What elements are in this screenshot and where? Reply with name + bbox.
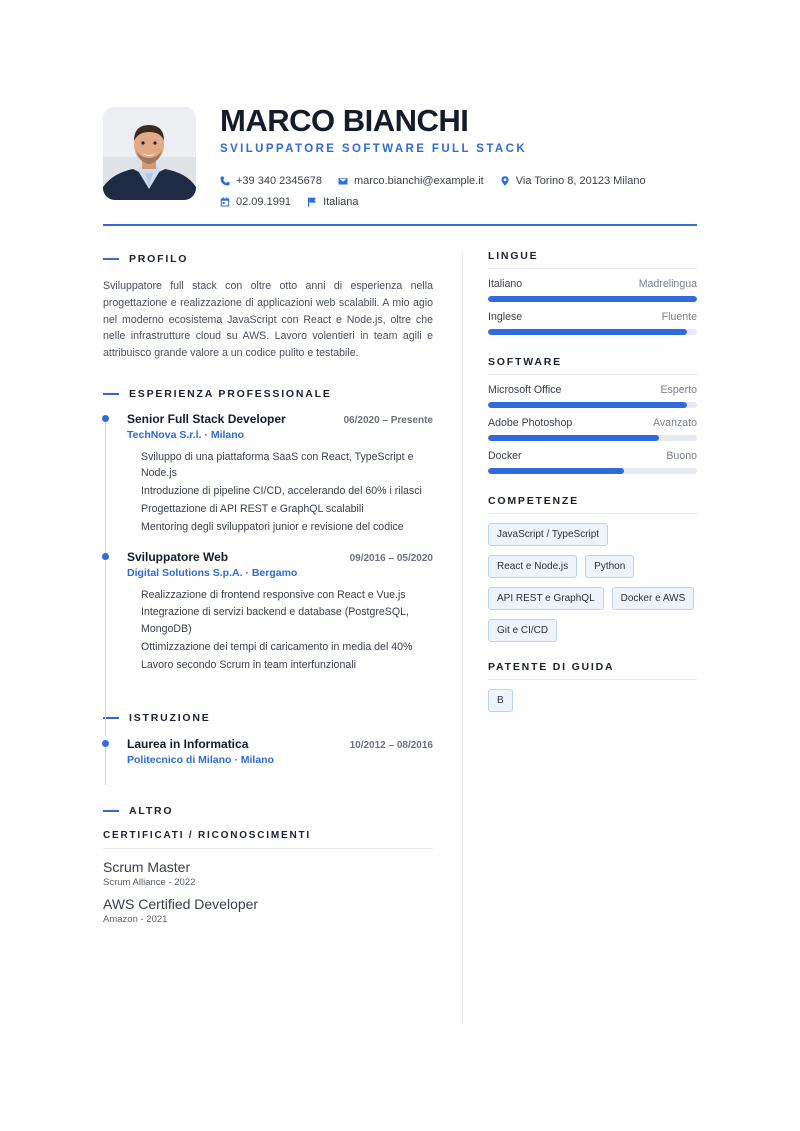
- profile-photo: [103, 107, 196, 200]
- right-column: [488, 250, 697, 712]
- level-bar: [488, 296, 697, 302]
- level-bar: [488, 329, 697, 335]
- bullet-item: Lavoro secondo Scrum in team interfunzionali: [141, 658, 356, 671]
- section-title: COMPETENZE: [488, 495, 697, 514]
- experience-timeline: [103, 412, 433, 673]
- skill-name: Inglese: [488, 311, 523, 323]
- job-bullets: [127, 449, 433, 536]
- timeline-dot: [102, 740, 109, 747]
- competence-chip: Python: [585, 555, 634, 578]
- competence-chip: Docker e AWS: [612, 587, 695, 610]
- email-text: marco.bianchi@example.it: [353, 174, 484, 187]
- job-item-title: Senior Full Stack Developer: [127, 411, 286, 426]
- license-section: [488, 661, 697, 712]
- job-item-company: Digital Solutions S.p.A. · Bergamo: [127, 566, 298, 579]
- software-item: [488, 384, 697, 408]
- phone-text: +39 340 2345678: [236, 174, 322, 187]
- header-divider: [103, 224, 697, 226]
- level-bar-fill: [488, 468, 624, 474]
- flag-icon: [307, 197, 317, 207]
- job-bullets: [127, 587, 433, 674]
- section-title: LINGUE: [488, 250, 697, 269]
- education-section: [103, 709, 433, 766]
- education-timeline: [103, 737, 433, 766]
- job-item-title: Sviluppatore Web: [127, 549, 229, 564]
- education-item-date: 10/2012 – 08/2016: [349, 740, 433, 752]
- timeline-dot: [102, 415, 109, 422]
- license-chip: B: [488, 689, 513, 712]
- section-title: SOFTWARE: [488, 356, 697, 375]
- license-chips: [488, 689, 697, 712]
- bullet-item: Realizzazione di frontend responsive con React e Vue.js: [141, 588, 406, 601]
- skill-level: Buono: [666, 450, 697, 462]
- contact-address: [500, 175, 646, 187]
- skill-level: Fluente: [661, 311, 697, 323]
- level-bar-fill: [488, 296, 697, 302]
- language-item: [488, 311, 697, 335]
- languages-section: [488, 250, 697, 335]
- contact-email[interactable]: [338, 175, 484, 187]
- job-item: [127, 550, 433, 674]
- competence-chip: React e Node.js: [488, 555, 577, 578]
- column-divider: [462, 250, 463, 1024]
- birthdate-text: 02.09.1991: [236, 195, 292, 208]
- level-bar: [488, 468, 697, 474]
- certificates-title: CERTIFICATI / RICONOSCIMENTI: [103, 830, 433, 849]
- nationality-text: Italiana: [323, 195, 359, 208]
- cert-name: Scrum Master: [103, 859, 191, 876]
- calendar-icon: [220, 197, 230, 207]
- section-title: PROFILO: [103, 250, 433, 268]
- bullet-item: Sviluppo di una piattaforma SaaS con React, TypeScript e Node.js: [141, 450, 414, 480]
- software-item: [488, 450, 697, 474]
- bullet-item: Ottimizzazione dei tempi di caricamento in media del 40%: [141, 640, 413, 653]
- level-bar: [488, 435, 697, 441]
- skill-level: Madrelingua: [638, 278, 697, 290]
- level-bar-fill: [488, 329, 687, 335]
- level-bar-fill: [488, 402, 687, 408]
- level-bar-fill: [488, 435, 659, 441]
- cert-name: AWS Certified Developer: [103, 896, 259, 913]
- job-item-date: 09/2016 – 05/2020: [349, 552, 433, 564]
- cert-meta: Scrum Alliance - 2022: [103, 877, 196, 889]
- section-title: ISTRUZIONE: [103, 709, 433, 727]
- contact-info: [220, 170, 646, 212]
- job-item-date: 06/2020 – Presente: [343, 414, 433, 426]
- contact-birthdate: [220, 196, 291, 208]
- skill-name: Microsoft Office: [488, 384, 562, 396]
- job-item-company: TechNova S.r.l. · Milano: [127, 428, 245, 441]
- contact-nationality: [307, 196, 358, 208]
- portrait-image: [103, 107, 196, 200]
- bullet-item: Integrazione di servizi backend e database (PostgreSQL, MongoDB): [141, 606, 409, 635]
- competence-chip: API REST e GraphQL: [488, 587, 604, 610]
- profile-text: Sviluppatore full stack con oltre otto anni di esperienza nella progettazione e realizzazione di applicazioni web scalabili. A mio agio nel moderno ecosistema JavaScript con React e Node.js, oltre che nelle infrastrutture cloud su AWS. Lavoro volentieri in team agili e attribuisco grande valore a un codice pulito e testabile.: [103, 280, 433, 360]
- language-item: [488, 278, 697, 302]
- contact-phone[interactable]: [220, 175, 322, 187]
- skill-name: Adobe Photoshop: [488, 417, 573, 429]
- experience-section: [103, 385, 433, 673]
- section-title: ALTRO: [103, 802, 433, 820]
- skill-level: Avanzato: [653, 417, 697, 429]
- skill-name: Italiano: [488, 278, 523, 290]
- resume-header: [103, 103, 697, 208]
- cert-item: [103, 859, 433, 888]
- section-title: ESPERIENZA PROFESSIONALE: [103, 385, 433, 403]
- skill-level: Esperto: [660, 384, 697, 396]
- cert-item: [103, 896, 433, 925]
- competence-chips: [488, 523, 697, 642]
- competences-section: [488, 495, 697, 642]
- skill-name: Docker: [488, 450, 522, 462]
- software-item: [488, 417, 697, 441]
- competence-chip: Git e CI/CD: [488, 619, 557, 642]
- job-item: [127, 412, 433, 536]
- email-icon: [338, 176, 348, 186]
- competence-chip: JavaScript / TypeScript: [488, 523, 608, 546]
- education-item-school: Politecnico di Milano · Milano: [127, 754, 275, 767]
- bullet-item: Progettazione di API REST e GraphQL scalabili: [141, 503, 364, 516]
- software-section: [488, 356, 697, 474]
- address-text: Via Torino 8, 20123 Milano: [515, 174, 646, 187]
- job-title: SVILUPPATORE SOFTWARE FULL STACK: [220, 143, 528, 155]
- phone-icon: [220, 176, 230, 186]
- education-item-title: Laurea in Informatica: [127, 737, 249, 752]
- full-name: MARCO BIANCHI: [220, 103, 469, 138]
- education-item: [127, 737, 433, 766]
- profile-section: [103, 250, 433, 362]
- timeline-dot: [102, 553, 109, 560]
- location-icon: [500, 176, 510, 186]
- bullet-item: Introduzione di pipeline CI/CD, accelerando del 60% i rilasci: [141, 485, 422, 498]
- left-column: [103, 250, 433, 925]
- cert-meta: Amazon - 2021: [103, 914, 168, 926]
- bullet-item: Mentoring degli sviluppatori junior e revisione del codice: [141, 521, 404, 534]
- section-title: PATENTE DI GUIDA: [488, 661, 697, 680]
- level-bar: [488, 402, 697, 408]
- other-section: [103, 802, 433, 925]
